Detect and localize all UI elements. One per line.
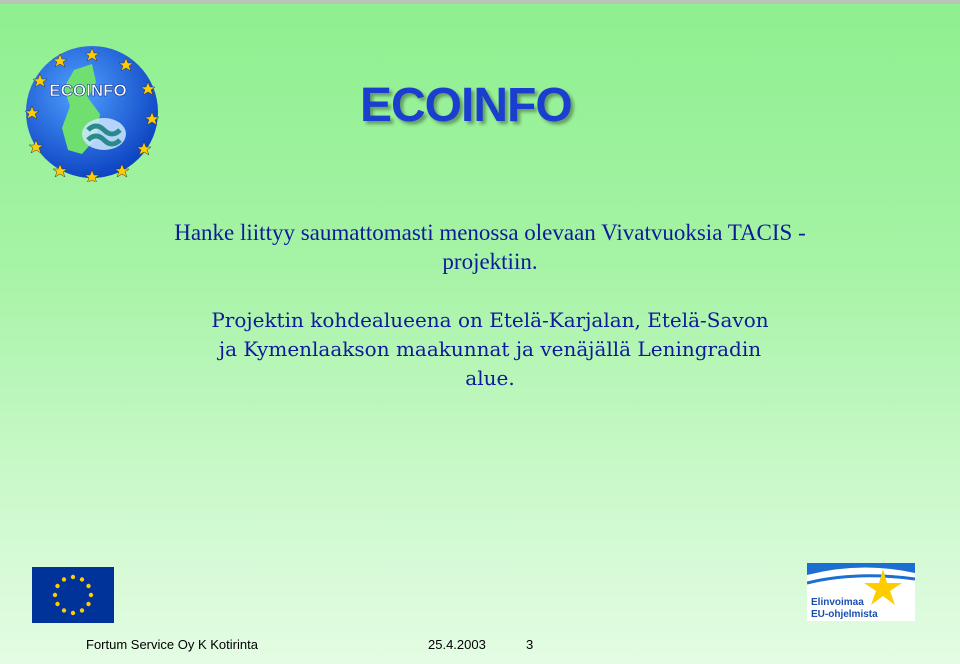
footer-company: Fortum Service Oy K Kotirinta [86,637,258,652]
paragraph-1: Hanke liittyy saumattomasti menossa olevaan Vivatvuoksia TACIS -projektiin. [174,220,806,274]
elinvoimaa-line2: EU-ohjelmista [811,609,878,620]
slide-title: ECOINFO [360,79,572,132]
eu-flag-icon [32,567,114,623]
logo-text: ECOINFO [49,81,127,100]
elinvoimaa-line1: Elinvoimaa [811,597,864,608]
ecoinfo-logo [22,42,162,182]
paragraph-2: Projektin kohdealueena on Etelä-Karjalan, Etelä-Savon ja Kymenlaakson maakunnat ja venäjällä Leningradin alue. [211,308,769,390]
elinvoimaa-logo [807,563,915,621]
footer-page-number: 3 [526,637,534,652]
footer-date: 25.4.2003 [428,637,486,652]
top-border [0,0,960,4]
